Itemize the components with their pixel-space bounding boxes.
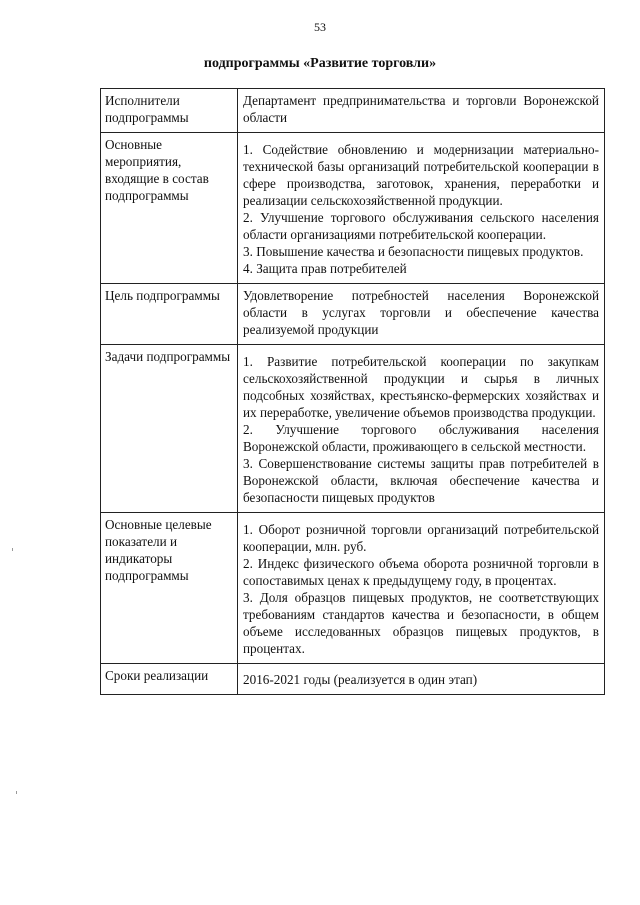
row-label: Основные целевые показатели и индикаторы подпрограммы: [101, 513, 238, 664]
row-label: Сроки реализации: [101, 664, 238, 695]
list-item: 2016-2021 годы (реализуется в один этап): [243, 672, 478, 687]
row-label: Основные мероприятия, входящие в состав подпрограммы: [101, 133, 238, 284]
row-label: Задачи подпрограммы: [101, 345, 238, 513]
list-item: 3. Доля образцов пищевых продуктов, не соответствующих требованиям стандартов качества и безопасности, в общем объеме исследованных образцов пищевых продуктов, в процентах.: [243, 590, 599, 656]
row-value: [238, 345, 605, 513]
row-value: [238, 284, 605, 345]
list-item: 2. Улучшение торгового обслуживания сельского населения области организациями потребительской кооперации.: [243, 210, 599, 242]
table-row-goal: [101, 284, 605, 345]
row-value: [238, 513, 605, 664]
list-item: 1. Развитие потребительской кооперации по закупкам сельскохозяйственной продукции и сырья в личных подсобных хозяйствах, крестьянско-фермерских хозяйствах и их переработке, увеличение объемов производства продукции.: [243, 354, 599, 420]
list-item: 3. Повышение качества и безопасности пищевых продуктов.: [243, 244, 584, 259]
table-row-tasks: [101, 345, 605, 513]
subprogram-heading: подпрограммы «Развитие торговли»: [203, 56, 437, 71]
list-item: 2. Улучшение торгового обслуживания населения Воронежской области, проживающего в сельской местности.: [243, 422, 599, 454]
table-row-executors: [101, 89, 605, 133]
list-item: Удовлетворение потребностей населения Воронежской области в услугах торговли и обеспечение качества реализуемой продукции: [243, 288, 599, 337]
subprogram-passport-table: [100, 88, 605, 695]
list-item: 1. Оборот розничной торговли организаций потребительской кооперации, млн. руб.: [243, 522, 599, 554]
page-number: 53: [314, 20, 326, 34]
row-value: [238, 133, 605, 284]
row-label: Исполнители подпрограммы: [101, 89, 238, 133]
table-row-indicators: [101, 513, 605, 664]
scan-mark: [16, 791, 17, 794]
row-value: [238, 664, 605, 695]
table-row-main-activities: [101, 133, 605, 284]
scan-mark: [12, 548, 13, 551]
list-item: 2. Индекс физического объема оборота розничной торговли в сопоставимых ценах к предыдущему году, в процентах.: [243, 556, 599, 588]
list-item: 1. Содействие обновлению и модернизации материально-технической базы организаций потребительской кооперации в сфере производства, заготовок, хранения, переработки и реализации сельскохозяйственной продукции.: [243, 142, 599, 208]
list-item: Департамент предпринимательства и торговли Воронежской области: [243, 93, 599, 125]
row-label: Цель подпрограммы: [101, 284, 238, 345]
row-value: [238, 89, 605, 133]
list-item: 3. Совершенствование системы защиты прав потребителей в Воронежской области, включая обеспечение качества и безопасности пищевых продуктов: [243, 456, 599, 505]
table-row-timeline: [101, 664, 605, 695]
list-item: 4. Защита прав потребителей: [243, 261, 407, 276]
